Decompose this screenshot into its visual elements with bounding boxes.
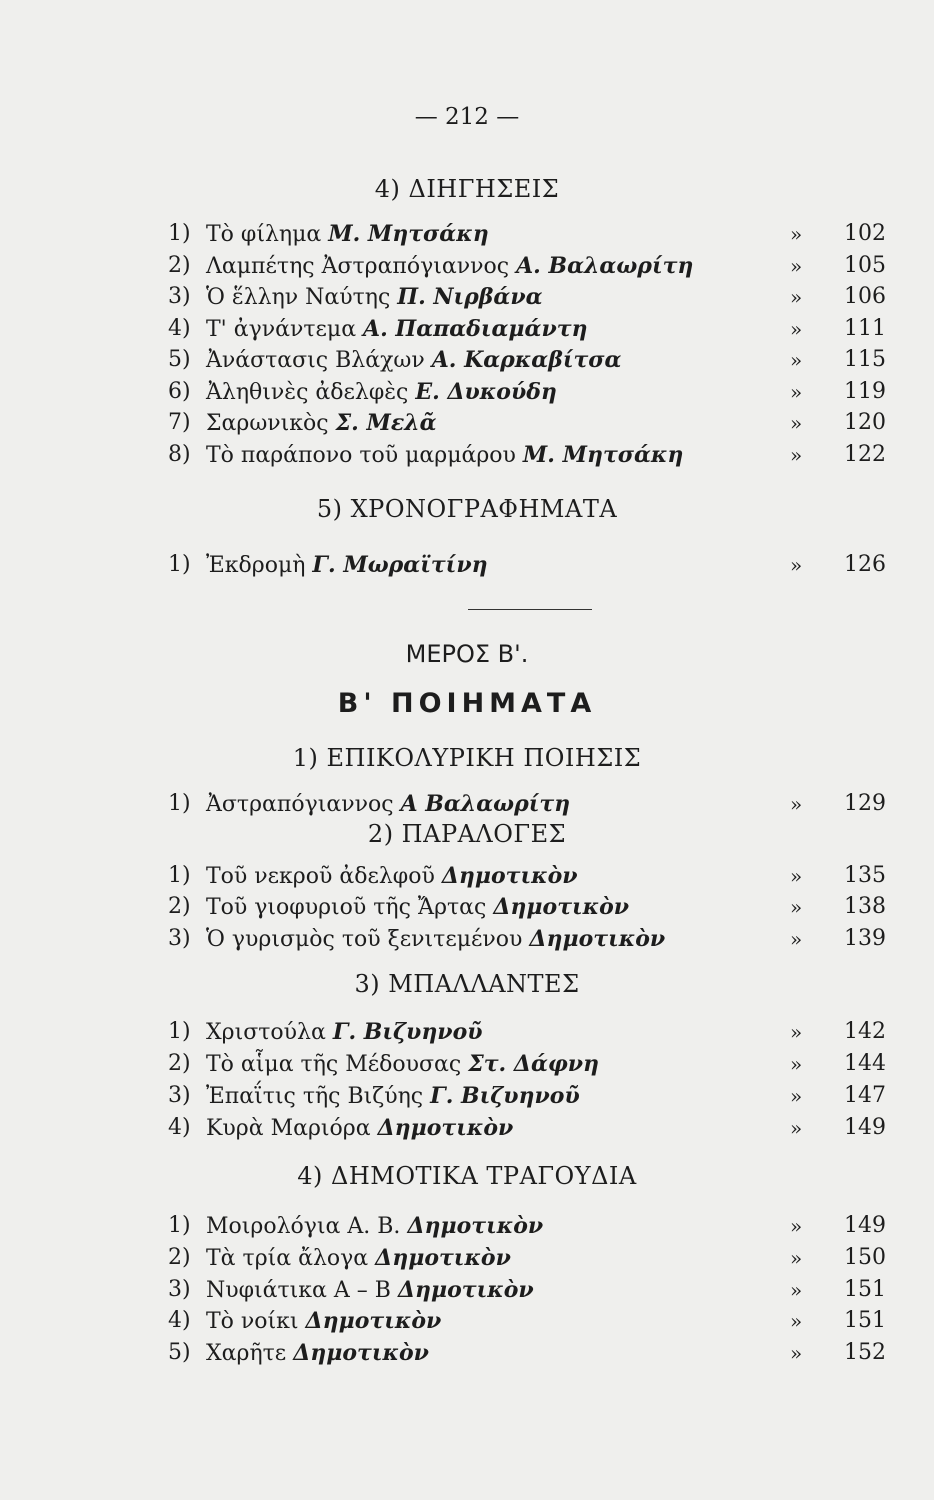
entry-page: 105 <box>844 253 886 278</box>
toc-entry <box>168 408 886 438</box>
ditto-mark: » <box>790 1278 803 1302</box>
entry-author: Γ. Μωραϊτίνη <box>312 552 488 578</box>
entry-author: Δημοτικὸν <box>407 1213 544 1239</box>
entry-title: Χριστούλα Γ. Βιζυηνοῦ <box>206 1019 483 1045</box>
entry-number: 2) <box>168 253 191 278</box>
entry-number: 3) <box>168 926 191 951</box>
toc-entry <box>168 1017 886 1047</box>
entry-title: Τὰ τρία ἄλογα Δημοτικὸν <box>206 1245 511 1271</box>
entry-page: 135 <box>844 863 886 888</box>
entry-page: 144 <box>844 1051 886 1076</box>
entry-number: 1) <box>168 221 191 246</box>
entry-title: Ἀστραπόγιαννος Α Βαλαωρίτη <box>206 791 571 817</box>
entry-number: 3) <box>168 284 191 309</box>
toc-entry <box>168 1081 886 1111</box>
entry-title: Τὸ παράπονο τοῦ μαρμάρου Μ. Μητσάκη <box>206 442 684 468</box>
toc-entry <box>168 1275 886 1305</box>
entry-page: 111 <box>844 316 886 341</box>
entry-number: 6) <box>168 379 191 404</box>
entry-number: 3) <box>168 1083 191 1108</box>
entry-number: 5) <box>168 1340 191 1365</box>
ditto-mark: » <box>790 1084 803 1108</box>
ditto-mark: » <box>790 1246 803 1270</box>
entry-number: 2) <box>168 894 191 919</box>
entry-author: Δημοτικὸν <box>293 1340 429 1366</box>
entry-title: Τὸ νοίκι Δημοτικὸν <box>206 1308 442 1334</box>
ditto-mark: » <box>790 1341 803 1365</box>
entry-page: 126 <box>844 552 886 577</box>
entry-page: 129 <box>844 791 886 816</box>
toc-entry <box>168 345 886 375</box>
entry-title: Τὸ φίλημα Μ. Μητσάκη <box>206 221 489 247</box>
entry-number: 1) <box>168 863 191 888</box>
ditto-mark: » <box>790 1116 803 1140</box>
ditto-mark: » <box>790 1214 803 1238</box>
entry-author: Α Βαλαωρίτη <box>400 791 571 817</box>
entry-page: 149 <box>844 1115 886 1140</box>
entry-page: 149 <box>844 1213 886 1238</box>
entry-title: Τοῦ νεκροῦ ἀδελφοῦ Δημοτικὸν <box>206 863 578 889</box>
toc-entry <box>168 1306 886 1336</box>
toc-entry <box>168 1049 886 1079</box>
entry-author: Σ. Μελᾶ <box>335 410 437 436</box>
toc-entry <box>168 892 886 922</box>
ditto-mark: » <box>790 380 803 404</box>
entry-author: Π. Νιρβάνα <box>397 284 543 310</box>
entry-author: Δημοτικὸν <box>529 926 666 952</box>
entry-author: Δημοτικὸν <box>375 1245 511 1271</box>
toc-entry <box>168 377 886 407</box>
entry-author: Α. Βαλαωρίτη <box>516 253 694 279</box>
divider-rule <box>468 609 592 610</box>
entry-page: 122 <box>844 442 886 467</box>
entry-number: 1) <box>168 1019 191 1044</box>
entry-number: 4) <box>168 316 191 341</box>
entry-title: Κυρὰ Μαριόρα Δημοτικὸν <box>206 1115 514 1141</box>
entry-title: Λαμπέτης Ἀστραπόγιαννος Α. Βαλαωρίτη <box>206 253 694 279</box>
ditto-mark: » <box>790 411 803 435</box>
toc-entry <box>168 861 886 891</box>
entry-page: 142 <box>844 1019 886 1044</box>
entry-title: Ἀνάστασις Βλάχων Α. Καρκαβίτσα <box>206 347 622 373</box>
toc-entry <box>168 924 886 954</box>
entry-author: Δημοτικὸν <box>397 1277 534 1303</box>
toc-entry <box>168 1113 886 1143</box>
ditto-mark: » <box>790 285 803 309</box>
entry-page: 138 <box>844 894 886 919</box>
entry-author: Γ. Βιζυηνοῦ <box>430 1083 580 1109</box>
entry-number: 4) <box>168 1308 191 1333</box>
entry-title: Τοῦ γιοφυριοῦ τῆς Ἄρτας Δημοτικὸν <box>206 894 630 920</box>
entry-title: Τὸ αἷμα τῆς Μέδουσας Στ. Δάφνη <box>206 1051 600 1077</box>
entry-author: Α. Καρκαβίτσα <box>431 347 622 373</box>
entry-author: Δημοτικὸν <box>305 1308 442 1334</box>
entry-number: 1) <box>168 791 191 816</box>
entry-title: Σαρωνικὸς Σ. Μελᾶ <box>206 410 437 436</box>
entry-number: 2) <box>168 1051 191 1076</box>
toc-entry <box>168 251 886 281</box>
section-heading: 2) ΠΑΡΑΛΟΓΕΣ <box>367 820 567 848</box>
section-heading: 1) ΕΠΙΚΟΛΥΡΙΚΗ ΠΟΙΗΣΙΣ <box>292 744 642 772</box>
ditto-mark: » <box>790 864 803 888</box>
entry-title: Ἐκδρομὴ Γ. Μωραϊτίνη <box>206 552 488 578</box>
entry-title: Ὁ γυρισμὸς τοῦ ξενιτεμένου Δημοτικὸν <box>206 926 666 952</box>
entry-author: Δημοτικὸν <box>441 863 578 889</box>
entry-page: 152 <box>844 1340 886 1365</box>
toc-entry <box>168 219 886 249</box>
toc-entry <box>168 1211 886 1241</box>
toc-entry <box>168 550 886 580</box>
ditto-mark: » <box>790 927 803 951</box>
toc-entry <box>168 440 886 470</box>
entry-page: 151 <box>844 1308 886 1333</box>
ditto-mark: » <box>790 254 803 278</box>
entry-number: 8) <box>168 442 191 467</box>
ditto-mark: » <box>790 317 803 341</box>
page-number: — 212 — <box>414 104 520 130</box>
entry-page: 150 <box>844 1245 886 1270</box>
entry-number: 2) <box>168 1245 191 1270</box>
entry-page: 120 <box>844 410 886 435</box>
entry-title: Χαρῆτε Δημοτικὸν <box>206 1340 429 1366</box>
section-heading: 3) ΜΠΑΛΛΑΝΤΕΣ <box>354 970 580 998</box>
entry-number: 1) <box>168 552 191 577</box>
toc-entry <box>168 789 886 819</box>
entry-title: Ἀληθινὲς ἀδελφὲς Ε. Δυκούδη <box>206 379 557 405</box>
ditto-mark: » <box>790 1052 803 1076</box>
entry-author: Μ. Μητσάκη <box>522 442 684 468</box>
section-heading: 5) ΧΡΟΝΟΓΡΑΦΗΜΑΤΑ <box>316 495 618 523</box>
entry-page: 115 <box>844 347 886 372</box>
entry-author: Δημοτικὸν <box>377 1115 514 1141</box>
entry-title: Ὁ ἕλλην Ναύτης Π. Νιρβάνα <box>206 284 543 310</box>
entry-author: Α. Παπαδιαμάντη <box>363 316 588 342</box>
entry-number: 4) <box>168 1115 191 1140</box>
ditto-mark: » <box>790 1309 803 1333</box>
part-label: ΜΕΡΟΣ Β'. <box>405 640 529 668</box>
toc-entry <box>168 282 886 312</box>
entry-page: 147 <box>844 1083 886 1108</box>
ditto-mark: » <box>790 222 803 246</box>
part-title: Β' ΠΟΙΗΜΑΤΑ <box>337 688 597 719</box>
ditto-mark: » <box>790 1020 803 1044</box>
ditto-mark: » <box>790 553 803 577</box>
section-heading: 4) ΔΗΜΟΤΙΚΑ ΤΡΑΓΟΥΔΙΑ <box>297 1162 637 1190</box>
toc-entry <box>168 314 886 344</box>
entry-title: Μοιρολόγια Α. Β. Δημοτικὸν <box>206 1213 544 1239</box>
entry-page: 139 <box>844 926 886 951</box>
entry-title: Νυφιάτικα Α – Β Δημοτικὸν <box>206 1277 534 1303</box>
entry-author: Ε. Δυκούδη <box>415 379 557 405</box>
ditto-mark: » <box>790 792 803 816</box>
toc-entry <box>168 1338 886 1368</box>
entry-author: Στ. Δάφνη <box>468 1051 600 1077</box>
entry-author: Δημοτικὸν <box>493 894 630 920</box>
ditto-mark: » <box>790 348 803 372</box>
entry-page: 102 <box>844 221 886 246</box>
entry-title: Ἐπαΐτις τῆς Βιζύης Γ. Βιζυηνοῦ <box>206 1083 580 1109</box>
ditto-mark: » <box>790 443 803 467</box>
entry-page: 151 <box>844 1277 886 1302</box>
entry-number: 1) <box>168 1213 191 1238</box>
entry-page: 119 <box>844 379 886 404</box>
toc-entry <box>168 1243 886 1273</box>
entry-number: 3) <box>168 1277 191 1302</box>
entry-title: Τ' ἀγνάντεμα Α. Παπαδιαμάντη <box>206 316 588 342</box>
ditto-mark: » <box>790 895 803 919</box>
section-heading: 4) ΔΙΗΓΗΣΕΙΣ <box>374 175 560 203</box>
entry-number: 7) <box>168 410 191 435</box>
entry-author: Μ. Μητσάκη <box>328 221 489 247</box>
entry-author: Γ. Βιζυηνοῦ <box>332 1019 483 1045</box>
entry-page: 106 <box>844 284 886 309</box>
entry-number: 5) <box>168 347 191 372</box>
